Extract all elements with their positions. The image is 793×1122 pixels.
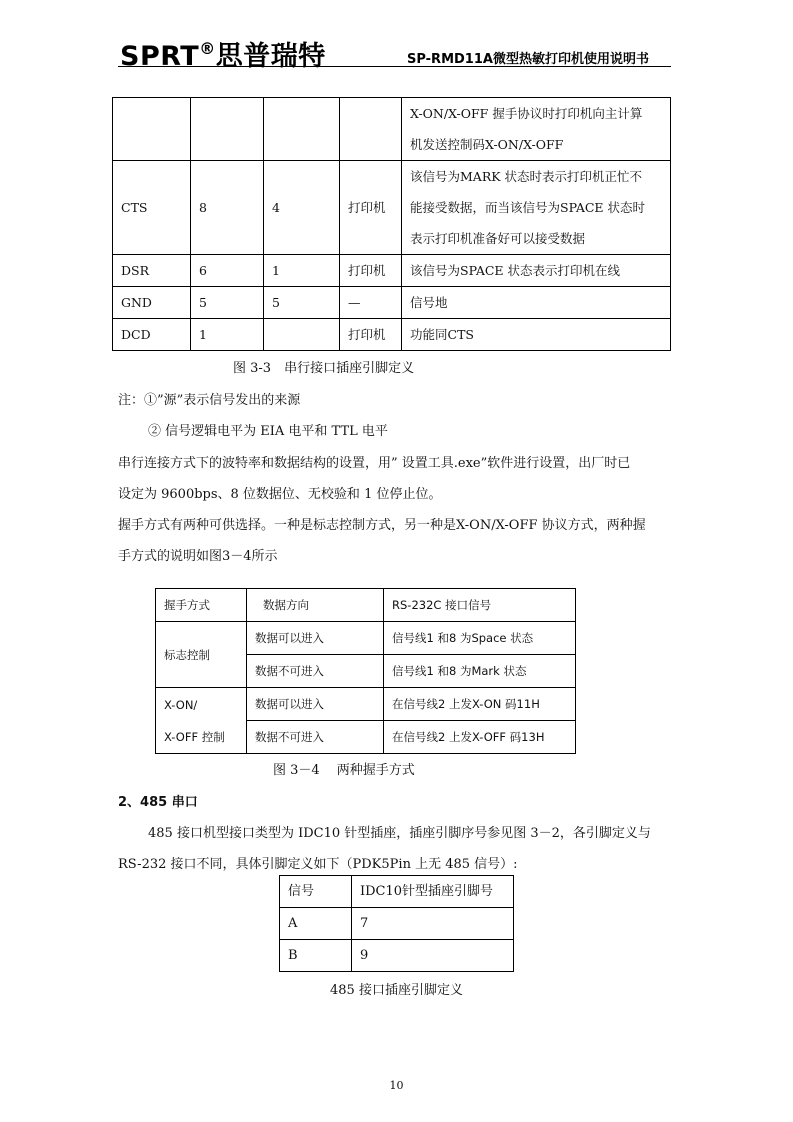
signal-cell: CTS bbox=[113, 161, 191, 255]
pin-cell: 5 bbox=[191, 287, 264, 319]
figure-caption-3-3: 图 3-3 串行接口插座引脚定义 bbox=[233, 361, 415, 376]
column-header: 信号 bbox=[280, 876, 352, 908]
signal-cell: 信号线1 和8 为Space 状态 bbox=[384, 622, 576, 655]
pin-cell: 8 bbox=[191, 161, 264, 255]
signal-cell: 在信号线2 上发X-ON 码11H bbox=[384, 688, 576, 721]
registered-mark: ® bbox=[199, 39, 216, 58]
signal-cell: 信号线1 和8 为Mark 状态 bbox=[384, 655, 576, 688]
source-cell: 打印机 bbox=[340, 255, 402, 287]
direction-cell: 数据可以进入 bbox=[247, 622, 384, 655]
description-line: 机发送控制码X-ON/X-OFF bbox=[410, 137, 564, 152]
pin-cell: 7 bbox=[352, 908, 514, 940]
source-cell: 打印机 bbox=[340, 319, 402, 351]
handshake-table bbox=[155, 588, 576, 754]
paragraph-line: RS-232 接口不同，具体引脚定义如下（PDK5Pin 上无 485 信号）: bbox=[118, 857, 518, 872]
description-cell: 该信号为SPACE 状态表示打印机在线 bbox=[402, 255, 671, 287]
direction-cell: 数据可以进入 bbox=[247, 688, 384, 721]
pin-cell: 6 bbox=[191, 255, 264, 287]
description-cell: 信号地 bbox=[402, 287, 671, 319]
pin-cell: 1 bbox=[191, 319, 264, 351]
pin-cell: 4 bbox=[264, 161, 340, 255]
mode-line: X-OFF 控制 bbox=[164, 729, 225, 744]
column-header: IDC10针型插座引脚号 bbox=[352, 876, 514, 908]
source-cell bbox=[340, 98, 402, 161]
table-row bbox=[156, 688, 576, 721]
table-row bbox=[113, 98, 671, 161]
description-cell: 功能同CTS bbox=[402, 319, 671, 351]
pin-cell: 1 bbox=[264, 255, 340, 287]
header-rule bbox=[118, 66, 671, 67]
description-line: 表示打印机准备好可以接受数据 bbox=[410, 231, 586, 246]
table-row bbox=[280, 908, 514, 940]
signal-cell bbox=[113, 98, 191, 161]
column-header: RS-232C 接口信号 bbox=[384, 589, 576, 622]
table-header-row bbox=[280, 876, 514, 908]
table-row bbox=[113, 161, 671, 255]
signal-cell: 在信号线2 上发X-OFF 码13H bbox=[384, 721, 576, 754]
note-1: 注：①”源”表示信号发出的来源 bbox=[118, 393, 301, 408]
description-line: 能接受数据，而当该信号为SPACE 状态时 bbox=[410, 200, 646, 215]
table-row bbox=[113, 255, 671, 287]
signal-cell: A bbox=[280, 908, 352, 940]
pin-cell bbox=[264, 319, 340, 351]
brand-logo bbox=[120, 34, 326, 73]
signal-cell: DCD bbox=[113, 319, 191, 351]
handshake-mode-cell: 标志控制 bbox=[156, 622, 247, 688]
table-row bbox=[280, 940, 514, 972]
description-line: 该信号为MARK 状态时表示打印机正忙不 bbox=[410, 169, 643, 184]
source-cell: — bbox=[340, 287, 402, 319]
paragraph-line: 485 接口机型接口类型为 IDC10 针型插座，插座引脚序号参见图 3－2，各引脚定义与 bbox=[148, 826, 651, 841]
paragraph-line: 手方式的说明如图3－4所示 bbox=[118, 549, 278, 564]
description-line: X-ON/X-OFF 握手协议时打印机向主计算 bbox=[410, 106, 643, 121]
serial-pin-table bbox=[112, 97, 671, 351]
column-header: 数据方向 bbox=[247, 589, 384, 622]
table-row bbox=[113, 319, 671, 351]
description-cell bbox=[402, 98, 671, 161]
direction-cell: 数据不可进入 bbox=[247, 655, 384, 688]
table-caption-485: 485 接口插座引脚定义 bbox=[330, 983, 463, 998]
direction-cell: 数据不可进入 bbox=[247, 721, 384, 754]
mode-line: X-ON/ bbox=[164, 697, 198, 712]
page-number: 10 bbox=[389, 1079, 404, 1092]
pin-cell bbox=[191, 98, 264, 161]
handshake-mode-cell bbox=[156, 688, 247, 754]
signal-cell: GND bbox=[113, 287, 191, 319]
paragraph-line: 握手方式有两种可供选择。一种是标志控制方式，另一种是X-ON/X-OFF 协议方式，两种握 bbox=[118, 518, 646, 533]
source-cell: 打印机 bbox=[340, 161, 402, 255]
paragraph-line: 设定为 9600bps、8 位数据位、无校验和 1 位停止位。 bbox=[118, 487, 442, 502]
table-header-row bbox=[156, 589, 576, 622]
column-header: 握手方式 bbox=[156, 589, 247, 622]
document-title: SP-RMD11A微型热敏打印机使用说明书 bbox=[407, 52, 649, 67]
table-row bbox=[113, 287, 671, 319]
description-cell bbox=[402, 161, 671, 255]
logo-text: SPRT bbox=[120, 41, 200, 72]
table-row bbox=[156, 622, 576, 655]
figure-caption-3-4: 图 3－4 两种握手方式 bbox=[273, 763, 415, 778]
rs485-pin-table bbox=[279, 875, 514, 972]
signal-cell: DSR bbox=[113, 255, 191, 287]
paragraph-line: 串行连接方式下的波特率和数据结构的设置，用” 设置工具.exe”软件进行设置，出厂时已 bbox=[118, 456, 631, 471]
pin-cell: 9 bbox=[352, 940, 514, 972]
signal-cell: B bbox=[280, 940, 352, 972]
section-heading: 2、485 串口 bbox=[118, 795, 198, 810]
note-2: ② 信号逻辑电平为 EIA 电平和 TTL 电平 bbox=[148, 424, 388, 439]
pin-cell bbox=[264, 98, 340, 161]
logo-chinese: 思普瑞特 bbox=[215, 41, 326, 72]
pin-cell: 5 bbox=[264, 287, 340, 319]
